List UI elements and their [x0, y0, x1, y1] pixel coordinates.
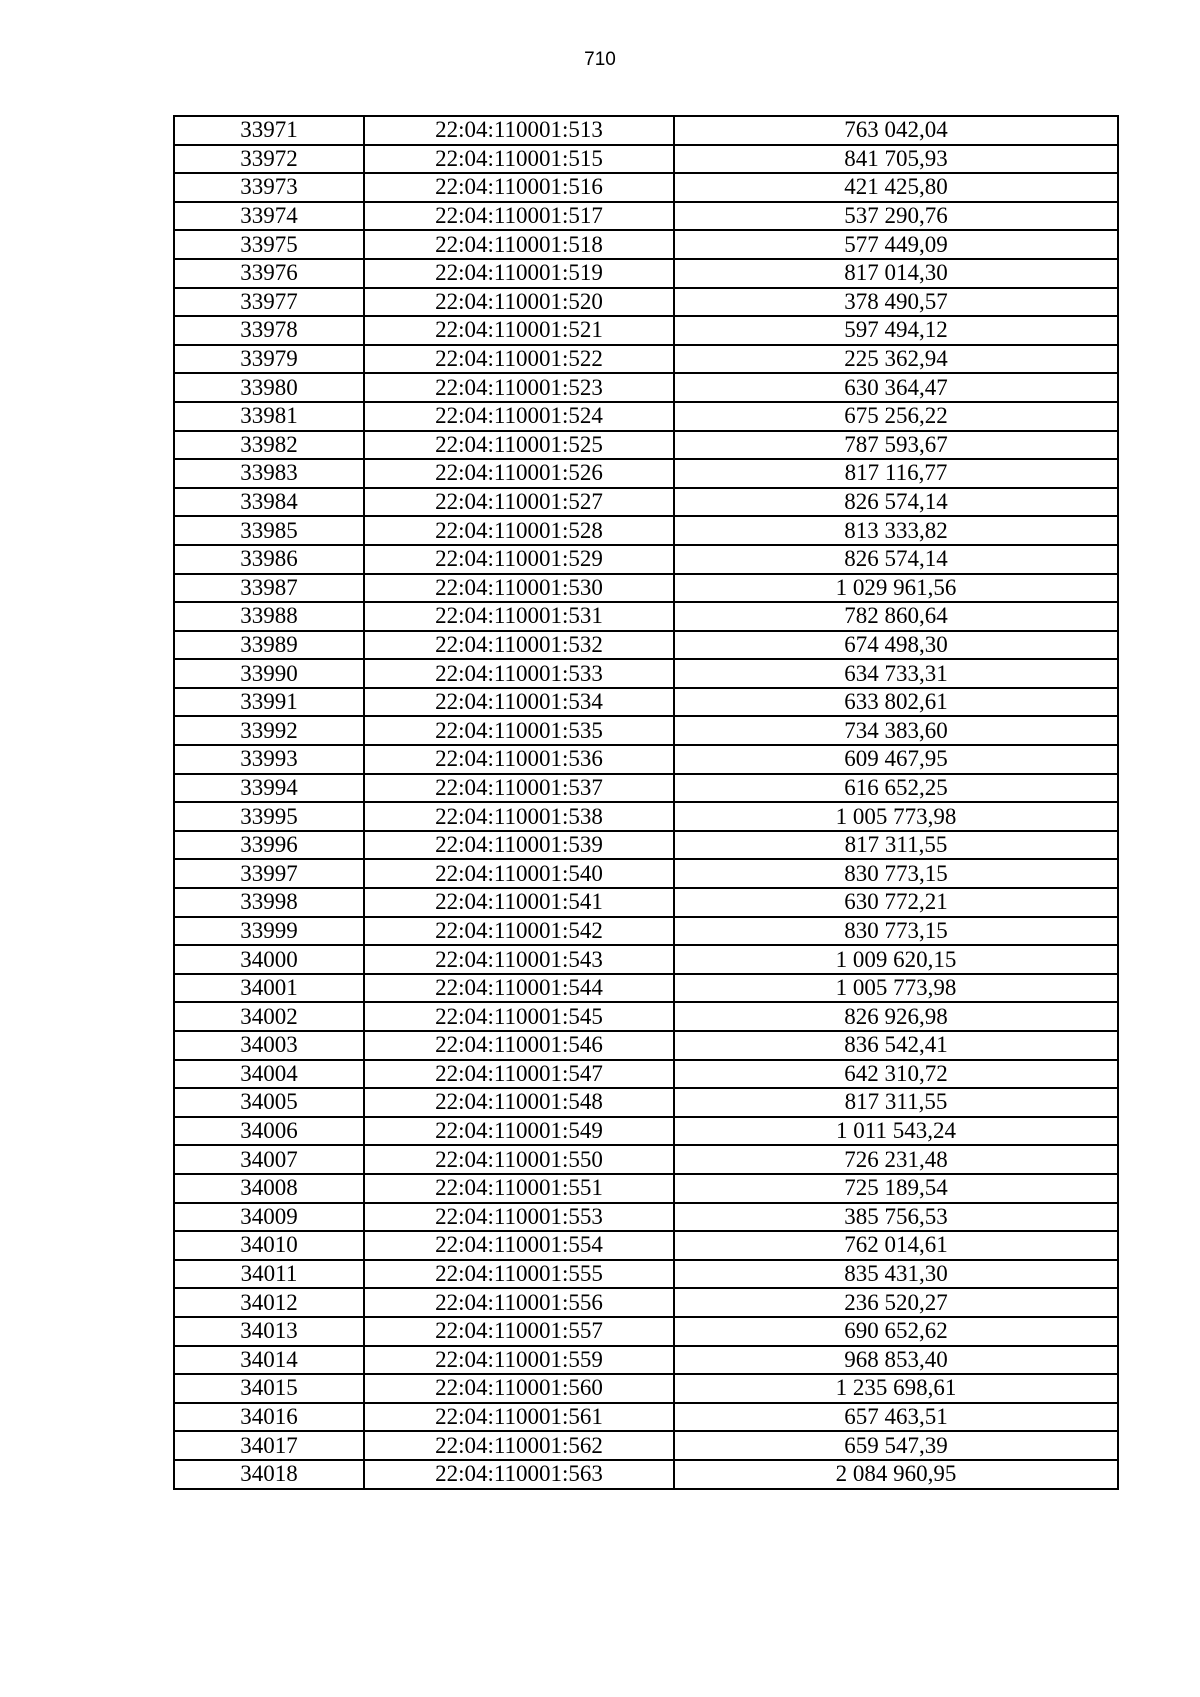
cadastral-number-cell: 22:04:110001:559 [364, 1346, 674, 1375]
table-row [174, 1374, 1118, 1403]
cadastral-number-cell: 22:04:110001:562 [364, 1431, 674, 1460]
row-number-cell: 34013 [174, 1317, 364, 1346]
row-number-cell: 33974 [174, 202, 364, 231]
row-number-cell: 33987 [174, 574, 364, 603]
row-number-cell: 33981 [174, 402, 364, 431]
cadastral-number-cell: 22:04:110001:518 [364, 230, 674, 259]
table-row [174, 831, 1118, 860]
row-number-cell: 34014 [174, 1346, 364, 1375]
cadastral-value-cell: 1 235 698,61 [674, 1374, 1118, 1403]
cadastral-number-cell: 22:04:110001:516 [364, 173, 674, 202]
cadastral-value-cell: 421 425,80 [674, 173, 1118, 202]
table-row [174, 173, 1118, 202]
table-row [174, 1088, 1118, 1117]
cadastral-value-cell: 762 014,61 [674, 1231, 1118, 1260]
cadastral-value-cell: 787 593,67 [674, 431, 1118, 460]
cadastral-value-cell: 726 231,48 [674, 1145, 1118, 1174]
table-row [174, 1203, 1118, 1232]
cadastral-value-cell: 836 542,41 [674, 1031, 1118, 1060]
cadastral-value-cell: 782 860,64 [674, 602, 1118, 631]
table-row [174, 1174, 1118, 1203]
row-number-cell: 34002 [174, 1002, 364, 1031]
cadastral-number-cell: 22:04:110001:554 [364, 1231, 674, 1260]
cadastral-number-cell: 22:04:110001:526 [364, 459, 674, 488]
cadastral-number-cell: 22:04:110001:540 [364, 859, 674, 888]
row-number-cell: 34001 [174, 974, 364, 1003]
cadastral-number-cell: 22:04:110001:531 [364, 602, 674, 631]
row-number-cell: 33979 [174, 345, 364, 374]
table-row [174, 288, 1118, 317]
table-row [174, 259, 1118, 288]
table-row [174, 1260, 1118, 1289]
table-row [174, 574, 1118, 603]
table-body [174, 116, 1118, 1489]
cadastral-number-cell: 22:04:110001:555 [364, 1260, 674, 1289]
cadastral-value-cell: 674 498,30 [674, 631, 1118, 660]
row-number-cell: 33996 [174, 831, 364, 860]
row-number-cell: 33998 [174, 888, 364, 917]
row-number-cell: 33983 [174, 459, 364, 488]
cadastral-number-cell: 22:04:110001:539 [364, 831, 674, 860]
cadastral-value-cell: 725 189,54 [674, 1174, 1118, 1203]
cadastral-number-cell: 22:04:110001:527 [364, 488, 674, 517]
row-number-cell: 33990 [174, 659, 364, 688]
table-row [174, 1145, 1118, 1174]
table-row [174, 1002, 1118, 1031]
table-row [174, 545, 1118, 574]
cadastral-number-cell: 22:04:110001:537 [364, 774, 674, 803]
table-row [174, 316, 1118, 345]
cadastral-value-cell: 537 290,76 [674, 202, 1118, 231]
table-row [174, 402, 1118, 431]
row-number-cell: 33978 [174, 316, 364, 345]
row-number-cell: 33992 [174, 716, 364, 745]
cadastral-value-cell: 630 772,21 [674, 888, 1118, 917]
cadastral-value-cell: 763 042,04 [674, 116, 1118, 145]
cadastral-number-cell: 22:04:110001:563 [364, 1460, 674, 1489]
cadastral-value-cell: 817 014,30 [674, 259, 1118, 288]
cadastral-value-cell: 826 574,14 [674, 545, 1118, 574]
row-number-cell: 33971 [174, 116, 364, 145]
row-number-cell: 33995 [174, 802, 364, 831]
table-row [174, 230, 1118, 259]
cadastral-value-cell: 734 383,60 [674, 716, 1118, 745]
table-row [174, 1346, 1118, 1375]
table-row [174, 945, 1118, 974]
table-row [174, 802, 1118, 831]
cadastral-value-cell: 642 310,72 [674, 1060, 1118, 1089]
row-number-cell: 33999 [174, 917, 364, 946]
table-row [174, 716, 1118, 745]
row-number-cell: 34010 [174, 1231, 364, 1260]
cadastral-number-cell: 22:04:110001:549 [364, 1117, 674, 1146]
row-number-cell: 33976 [174, 259, 364, 288]
row-number-cell: 33993 [174, 745, 364, 774]
cadastral-value-cell: 378 490,57 [674, 288, 1118, 317]
row-number-cell: 34005 [174, 1088, 364, 1117]
cadastral-value-cell: 817 116,77 [674, 459, 1118, 488]
row-number-cell: 33977 [174, 288, 364, 317]
cadastral-number-cell: 22:04:110001:513 [364, 116, 674, 145]
row-number-cell: 34000 [174, 945, 364, 974]
table-row [174, 1231, 1118, 1260]
cadastral-number-cell: 22:04:110001:551 [364, 1174, 674, 1203]
row-number-cell: 34006 [174, 1117, 364, 1146]
row-number-cell: 34003 [174, 1031, 364, 1060]
cadastral-number-cell: 22:04:110001:515 [364, 145, 674, 174]
cadastral-number-cell: 22:04:110001:541 [364, 888, 674, 917]
cadastral-number-cell: 22:04:110001:536 [364, 745, 674, 774]
cadastral-number-cell: 22:04:110001:521 [364, 316, 674, 345]
table-row [174, 1031, 1118, 1060]
table-row [174, 145, 1118, 174]
cadastral-value-cell: 826 574,14 [674, 488, 1118, 517]
cadastral-value-cell: 690 652,62 [674, 1317, 1118, 1346]
cadastral-value-cell: 1 005 773,98 [674, 974, 1118, 1003]
table-row [174, 774, 1118, 803]
cadastral-value-cell: 1 005 773,98 [674, 802, 1118, 831]
row-number-cell: 33984 [174, 488, 364, 517]
cadastral-value-cell: 633 802,61 [674, 688, 1118, 717]
row-number-cell: 33994 [174, 774, 364, 803]
cadastral-value-cell: 609 467,95 [674, 745, 1118, 774]
page-number: 710 [584, 49, 616, 70]
cadastral-number-cell: 22:04:110001:520 [364, 288, 674, 317]
cadastral-number-cell: 22:04:110001:548 [364, 1088, 674, 1117]
cadastral-number-cell: 22:04:110001:530 [364, 574, 674, 603]
table-row [174, 516, 1118, 545]
table-row [174, 1431, 1118, 1460]
cadastral-value-cell: 675 256,22 [674, 402, 1118, 431]
cadastral-value-cell: 813 333,82 [674, 516, 1118, 545]
row-number-cell: 34017 [174, 1431, 364, 1460]
cadastral-number-cell: 22:04:110001:543 [364, 945, 674, 974]
table-row [174, 431, 1118, 460]
cadastral-number-cell: 22:04:110001:560 [364, 1374, 674, 1403]
row-number-cell: 34018 [174, 1460, 364, 1489]
cadastral-value-cell: 385 756,53 [674, 1203, 1118, 1232]
row-number-cell: 34004 [174, 1060, 364, 1089]
row-number-cell: 33980 [174, 373, 364, 402]
cadastral-value-table [173, 115, 1119, 1490]
cadastral-number-cell: 22:04:110001:538 [364, 802, 674, 831]
table-row [174, 345, 1118, 374]
row-number-cell: 33988 [174, 602, 364, 631]
cadastral-value-cell: 597 494,12 [674, 316, 1118, 345]
row-number-cell: 33989 [174, 631, 364, 660]
cadastral-value-cell: 835 431,30 [674, 1260, 1118, 1289]
cadastral-number-cell: 22:04:110001:519 [364, 259, 674, 288]
cadastral-number-cell: 22:04:110001:547 [364, 1060, 674, 1089]
cadastral-number-cell: 22:04:110001:553 [364, 1203, 674, 1232]
cadastral-number-cell: 22:04:110001:532 [364, 631, 674, 660]
table-row [174, 1060, 1118, 1089]
table-row [174, 659, 1118, 688]
cadastral-value-cell: 1 009 620,15 [674, 945, 1118, 974]
table-row [174, 1460, 1118, 1489]
cadastral-number-cell: 22:04:110001:517 [364, 202, 674, 231]
cadastral-value-cell: 1 011 543,24 [674, 1117, 1118, 1146]
table-row [174, 1117, 1118, 1146]
cadastral-number-cell: 22:04:110001:534 [364, 688, 674, 717]
cadastral-value-cell: 630 364,47 [674, 373, 1118, 402]
table-row [174, 488, 1118, 517]
cadastral-value-cell: 659 547,39 [674, 1431, 1118, 1460]
table-row [174, 116, 1118, 145]
cadastral-value-cell: 657 463,51 [674, 1403, 1118, 1432]
cadastral-number-cell: 22:04:110001:529 [364, 545, 674, 574]
cadastral-number-cell: 22:04:110001:524 [364, 402, 674, 431]
cadastral-number-cell: 22:04:110001:522 [364, 345, 674, 374]
table-row [174, 1288, 1118, 1317]
cadastral-value-cell: 830 773,15 [674, 917, 1118, 946]
cadastral-number-cell: 22:04:110001:535 [364, 716, 674, 745]
table-row [174, 373, 1118, 402]
row-number-cell: 33986 [174, 545, 364, 574]
cadastral-number-cell: 22:04:110001:533 [364, 659, 674, 688]
cadastral-value-cell: 236 520,27 [674, 1288, 1118, 1317]
table-row [174, 859, 1118, 888]
cadastral-number-cell: 22:04:110001:546 [364, 1031, 674, 1060]
table-row [174, 631, 1118, 660]
cadastral-value-cell: 2 084 960,95 [674, 1460, 1118, 1489]
cadastral-number-cell: 22:04:110001:550 [364, 1145, 674, 1174]
row-number-cell: 33973 [174, 173, 364, 202]
row-number-cell: 34008 [174, 1174, 364, 1203]
table-row [174, 1403, 1118, 1432]
cadastral-value-cell: 968 853,40 [674, 1346, 1118, 1375]
cadastral-value-cell: 841 705,93 [674, 145, 1118, 174]
table-row [174, 688, 1118, 717]
row-number-cell: 33991 [174, 688, 364, 717]
table-row [174, 1317, 1118, 1346]
cadastral-value-cell: 577 449,09 [674, 230, 1118, 259]
cadastral-number-cell: 22:04:110001:561 [364, 1403, 674, 1432]
cadastral-value-cell: 817 311,55 [674, 1088, 1118, 1117]
cadastral-value-cell: 634 733,31 [674, 659, 1118, 688]
table-row [174, 974, 1118, 1003]
row-number-cell: 33985 [174, 516, 364, 545]
cadastral-number-cell: 22:04:110001:542 [364, 917, 674, 946]
table-row [174, 459, 1118, 488]
cadastral-number-cell: 22:04:110001:525 [364, 431, 674, 460]
cadastral-value-cell: 1 029 961,56 [674, 574, 1118, 603]
cadastral-value-cell: 616 652,25 [674, 774, 1118, 803]
cadastral-number-cell: 22:04:110001:523 [364, 373, 674, 402]
row-number-cell: 34011 [174, 1260, 364, 1289]
row-number-cell: 34015 [174, 1374, 364, 1403]
row-number-cell: 34012 [174, 1288, 364, 1317]
cadastral-value-cell: 830 773,15 [674, 859, 1118, 888]
table-row [174, 745, 1118, 774]
cadastral-number-cell: 22:04:110001:528 [364, 516, 674, 545]
table-row [174, 888, 1118, 917]
cadastral-number-cell: 22:04:110001:556 [364, 1288, 674, 1317]
cadastral-number-cell: 22:04:110001:557 [364, 1317, 674, 1346]
table-row [174, 917, 1118, 946]
table-row [174, 202, 1118, 231]
row-number-cell: 33982 [174, 431, 364, 460]
table-row [174, 602, 1118, 631]
cadastral-value-cell: 225 362,94 [674, 345, 1118, 374]
cadastral-number-cell: 22:04:110001:544 [364, 974, 674, 1003]
cadastral-value-cell: 817 311,55 [674, 831, 1118, 860]
row-number-cell: 34007 [174, 1145, 364, 1174]
cadastral-number-cell: 22:04:110001:545 [364, 1002, 674, 1031]
row-number-cell: 34009 [174, 1203, 364, 1232]
row-number-cell: 34016 [174, 1403, 364, 1432]
row-number-cell: 33975 [174, 230, 364, 259]
row-number-cell: 33997 [174, 859, 364, 888]
row-number-cell: 33972 [174, 145, 364, 174]
cadastral-value-cell: 826 926,98 [674, 1002, 1118, 1031]
